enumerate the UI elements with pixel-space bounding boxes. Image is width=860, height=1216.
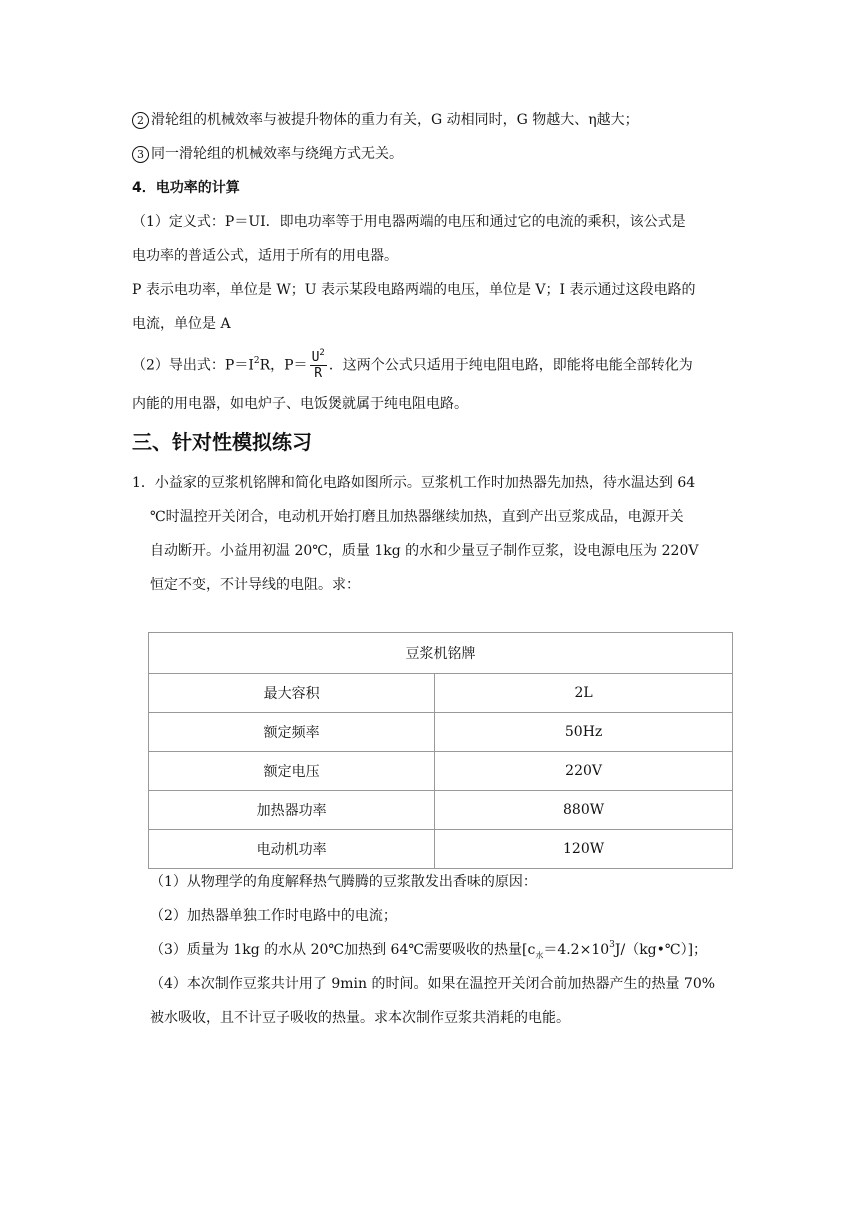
definition-line-1: （1）定义式：P＝UI．即电功率等于用电器两端的电压和通过它的电流的乘积，该公式是 [132, 214, 686, 230]
row-value: 120W [435, 830, 733, 869]
problem-line-3: 自动断开。小益用初温 20℃，质量 1kg 的水和少量豆子制作豆浆，设电源电压为 220V [150, 543, 699, 559]
row-label: 额定频率 [149, 713, 435, 752]
definition-line-2: 电功率的普适公式，适用于所有的用电器。 [132, 248, 398, 264]
problem-line-2: ℃时温控开关闭合，电动机开始打磨且加热器继续加热，直到产出豆浆成品，电源开关 [150, 509, 684, 525]
question-1: （1）从物理学的角度解释热气腾腾的豆浆散发出香味的原因： [150, 874, 537, 890]
table-row [149, 791, 733, 830]
circled-number-2: 2 [132, 112, 149, 129]
row-value: 50Hz [435, 713, 733, 752]
question-3: （3）质量为 1kg 的水从 20℃加热到 64℃需要吸收的热量$[c_水=4.2\times 10^3J/(kg•℃)]$； [150, 940, 708, 960]
pulley-efficiency-line-2 [132, 110, 639, 130]
u-squared-over-r-fraction: $\frac{U^2}{R}$ [311, 347, 325, 381]
table-title-row [149, 633, 733, 674]
section-title: 三、针对性模拟练习 [132, 430, 312, 454]
circled-number-3: 3 [132, 146, 149, 163]
derived-formula-line-2: 内能的用电器，如电炉子、电饭煲就属于纯电阻电路。 [132, 396, 468, 412]
table-title: 豆浆机铭牌 [149, 633, 733, 674]
unit-line-2: 电流，单位是 A [132, 316, 231, 332]
derived-formula-line: （2）导出式：$P=I^2R$，P＝ $\frac{U^2}{R}$ ．这两个公式只适用于纯电阻电路，即能将电能全部转化为 [132, 347, 693, 381]
table-row [149, 713, 733, 752]
row-label: 额定电压 [149, 752, 435, 791]
question-2: （2）加热器单独工作时电路中的电流； [150, 908, 397, 924]
row-label: 加热器功率 [149, 791, 435, 830]
nameplate-table [148, 632, 733, 869]
row-value: 880W [435, 791, 733, 830]
problem-line-1: 1．小益家的豆浆机铭牌和简化电路如图所示。豆浆机工作时加热器先加热，待水温达到 64 [132, 475, 696, 491]
question-4-line-2: 被水吸收，且不计豆子吸收的热量。求本次制作豆浆共消耗的电能。 [150, 1010, 570, 1026]
pulley-efficiency-line-3 [132, 144, 403, 164]
row-value: 220V [435, 752, 733, 791]
section-heading-4: 4．电功率的计算 [132, 180, 240, 196]
line-text: 同一滑轮组的机械效率与绕绳方式无关。 [151, 146, 403, 162]
question-4-line-1: （4）本次制作豆浆共计用了 9min 的时间。如果在温控开关闭合前加热器产生的热量 70% [150, 976, 716, 992]
row-label: 电动机功率 [149, 830, 435, 869]
line-text: 滑轮组的机械效率与被提升物体的重力有关，G 动相同时，G 物越大、η越大； [151, 112, 639, 128]
row-label: 最大容积 [149, 674, 435, 713]
row-value: 2L [435, 674, 733, 713]
table-row [149, 830, 733, 869]
table-row [149, 674, 733, 713]
problem-line-4: 恒定不变，不计导线的电阻。求： [150, 577, 360, 593]
table-row [149, 752, 733, 791]
unit-line-1: P 表示电功率，单位是 W；U 表示某段电路两端的电压，单位是 V；I 表示通过这段电路的 [132, 282, 696, 298]
